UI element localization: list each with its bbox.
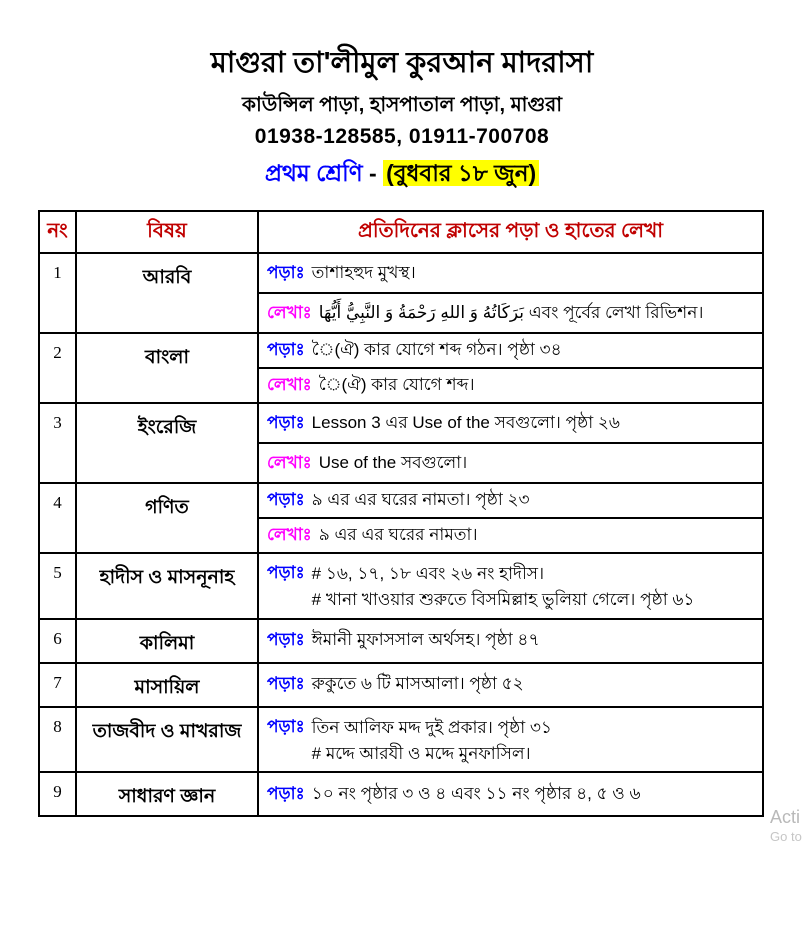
- table-row: [39, 403, 763, 443]
- watermark-line1: Acti: [770, 807, 801, 827]
- separator: -: [362, 160, 384, 186]
- pora-label: পড়াঃ: [267, 784, 305, 804]
- pora-text: # খানা খাওয়ার শুরুতে বিসমিল্লাহ ভুলিয়া গেলে। পৃষ্ঠা ৬১: [311, 590, 695, 610]
- pora-text: ◌ৈ(ঐ) কার যোগে শব্দ গঠন। পৃষ্ঠা ৩৪: [311, 340, 562, 360]
- table-row: [39, 772, 763, 816]
- lekha-text: Use of the সবগুলো।: [318, 452, 468, 472]
- subject-cell: সাধারণ জ্ঞান: [76, 772, 258, 816]
- pora-text: রুকুতে ৬ টি মাসআলা। পৃষ্ঠা ৫২: [311, 674, 524, 694]
- pora-text: ১০ নং পৃষ্ঠার ৩ ও ৪ এবং ১১ নং পৃষ্ঠার ৪, ৫ ও ৬: [311, 784, 641, 804]
- row-number: 1: [39, 253, 76, 333]
- header-lessons: প্রতিদিনের ক্লাসের পড়া ও হাতের লেখা: [258, 211, 763, 253]
- row-number: 4: [39, 483, 76, 553]
- table-row: [39, 553, 763, 619]
- table-header-row: [39, 211, 763, 253]
- pora-label: পড়াঃ: [267, 490, 305, 510]
- lekha-text: أَيُّهَا‎ النَّبِيُّ‎ وَ‎ رَحْمَةُ‎ اللهِ‎ وَ‎ بَرَكَاتُهُ‎ এবং পূর্বের লেখা রিভিশন।: [318, 302, 704, 322]
- table-row: [39, 253, 763, 293]
- pora-label: পড়াঃ: [267, 262, 305, 282]
- pora-label: পড়াঃ: [267, 412, 305, 432]
- pora-text: # মদ্দে আরযী ও মদ্দে মুনফাসিল।: [311, 744, 531, 764]
- pora-label: পড়াঃ: [267, 716, 305, 736]
- subject-cell: কালিমা: [76, 619, 258, 663]
- pora-label: পড়াঃ: [267, 563, 305, 582]
- pora-text: তাশাহহুদ মুখস্থ।: [311, 262, 416, 282]
- subject-cell: হাদীস ও মাসনূনাহ: [76, 553, 258, 619]
- pora-label: পড়াঃ: [267, 674, 305, 694]
- header-subject: বিষয়: [76, 211, 258, 253]
- date-highlight: (বুধবার ১৮ জুন): [383, 160, 539, 186]
- class-date-line: [0, 159, 804, 187]
- header-no: নং: [39, 211, 76, 253]
- subject-cell: বাংলা: [76, 333, 258, 403]
- row-number: 8: [39, 707, 76, 773]
- pora-text: # ১৬, ১৭, ১৮ এবং ২৬ নং হাদীস।: [311, 564, 545, 583]
- pora-text: Lesson 3 এর Use of the সবগুলো। পৃষ্ঠা ২৬: [311, 412, 620, 432]
- lekha-text: ◌ৈ(ঐ) কার যোগে শব্দ।: [318, 375, 475, 395]
- pora-text: ঈমানী মুফাসসাল অর্থসহ। পৃষ্ঠা ৪৭: [311, 630, 540, 650]
- lekha-label: লেখাঃ: [267, 302, 312, 322]
- row-number: 3: [39, 403, 76, 483]
- lekha-label: লেখাঃ: [267, 452, 312, 472]
- windows-activation-watermark: [770, 806, 802, 845]
- lekha-label: লেখাঃ: [267, 375, 312, 395]
- pora-label: পড়াঃ: [267, 630, 305, 650]
- table-row: [39, 663, 763, 707]
- row-number: 5: [39, 553, 76, 619]
- document-header: [0, 46, 804, 187]
- class-name: প্রথম শ্রেণি: [264, 160, 363, 186]
- table-row: [39, 707, 763, 773]
- subject-cell: তাজবীদ ও মাখরাজ: [76, 707, 258, 773]
- table-row: [39, 483, 763, 518]
- subject-cell: আরবি: [76, 253, 258, 333]
- pora-label: পড়াঃ: [267, 340, 305, 360]
- lesson-table: [38, 210, 764, 817]
- table-row: [39, 333, 763, 368]
- watermark-line2: Go to: [770, 829, 802, 844]
- row-number: 2: [39, 333, 76, 403]
- row-number: 6: [39, 619, 76, 663]
- phone-numbers: 01938-128585, 01911-700708: [254, 125, 550, 148]
- pora-text: ৯ এর এর ঘরের নামতা। পৃষ্ঠা ২৩: [311, 490, 530, 510]
- address-line: কাউন্সিল পাড়া, হাসপাতাল পাড়া, মাগুরা: [241, 94, 563, 116]
- subject-cell: গণিত: [76, 483, 258, 553]
- row-number: 7: [39, 663, 76, 707]
- subject-cell: ইংরেজি: [76, 403, 258, 483]
- lekha-label: লেখাঃ: [267, 525, 312, 545]
- page-title: মাগুরা তা'লীমুল কুরআন মাদরাসা: [210, 47, 594, 79]
- table-row: [39, 619, 763, 663]
- row-number: 9: [39, 772, 76, 816]
- subject-cell: মাসায়িল: [76, 663, 258, 707]
- lekha-text: ৯ এর এর ঘরের নামতা।: [318, 525, 478, 545]
- pora-text: তিন আলিফ মদ্দ দুই প্রকার। পৃষ্ঠা ৩১: [311, 717, 552, 737]
